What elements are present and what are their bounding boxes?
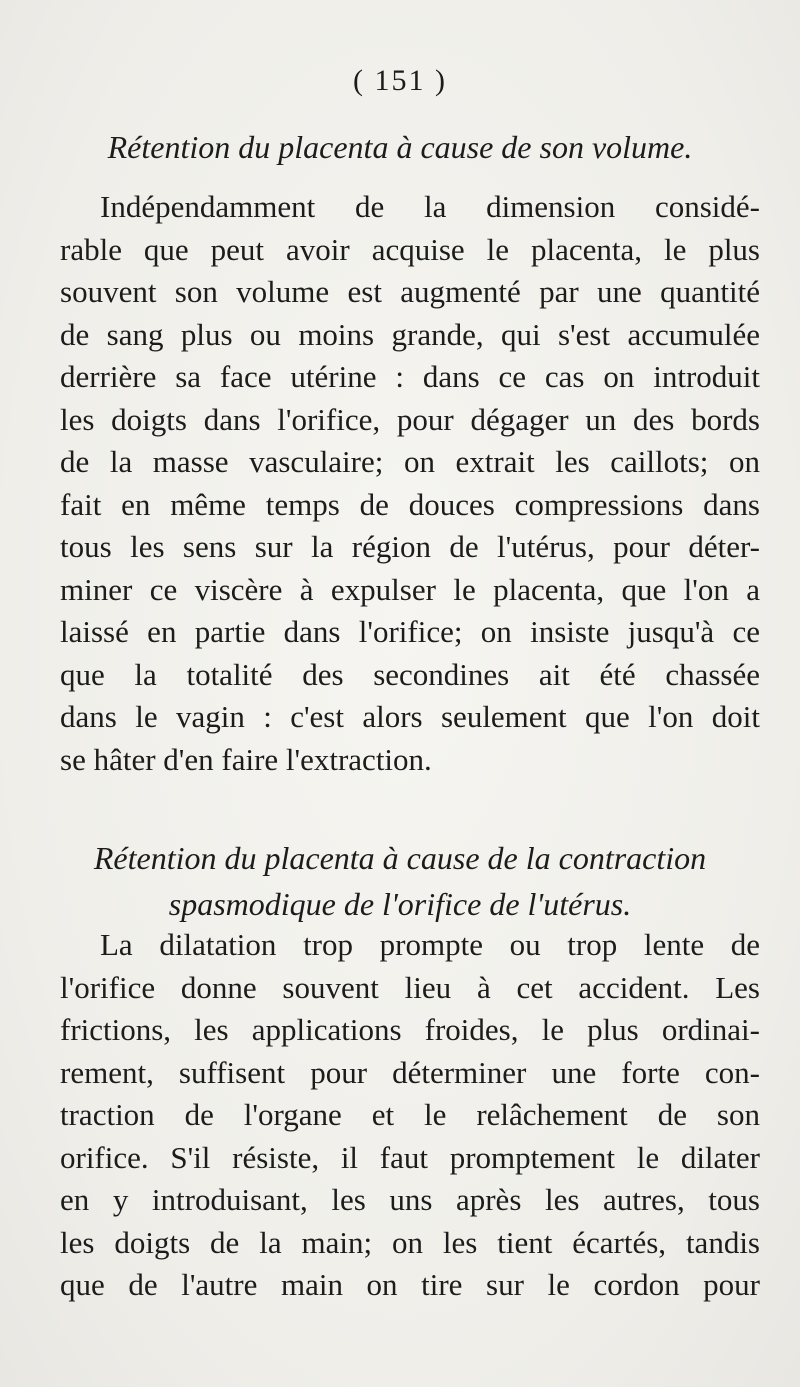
section-heading-line: spasmodique de l'orifice de l'utérus.	[168, 886, 632, 922]
text-line: Indépendamment de la dimension considé-	[100, 189, 760, 224]
text-line: derrière sa face utérine : dans ce cas on introduit	[60, 359, 760, 394]
page-number: ( 151 )	[353, 64, 447, 97]
paragraph-volume	[60, 186, 760, 781]
text-line: rement, suffisent pour déterminer une forte con-	[60, 1054, 760, 1090]
text-line: frictions, les applications froides, le plus ordinai-	[60, 1012, 760, 1047]
text-line: traction de l'organe et le relâchement de son	[60, 1097, 760, 1132]
text-line: que la totalité des secondines ait été chassée	[60, 656, 760, 692]
text-line: de la masse vasculaire; on extrait les caillots; on	[60, 444, 760, 479]
text-line: les doigts dans l'orifice, pour dégager un des bords	[60, 401, 760, 437]
text-line: de sang plus ou moins grande, qui s'est accumulée	[60, 316, 760, 352]
text-line: dans le vagin : c'est alors seulement que l'on doit	[60, 699, 760, 734]
text-line: se hâter d'en faire l'extraction.	[60, 741, 432, 777]
text-line: les doigts de la main; on les tient écartés, tandis	[60, 1224, 760, 1260]
section-heading-line: Rétention du placenta à cause de la contraction	[93, 840, 707, 876]
text-line: orifice. S'il résiste, il faut promptement le dilater	[60, 1139, 760, 1175]
text-line: fait en même temps de douces compressions dans	[60, 486, 760, 522]
text-line: laissé en partie dans l'orifice; on insiste jusqu'à ce	[60, 614, 760, 649]
section-heading-contraction	[0, 835, 800, 927]
text-line: en y introduisant, les uns après les autres, tous	[60, 1182, 760, 1217]
section-heading-volume: Rétention du placenta à cause de son volume.	[107, 129, 693, 165]
text-line: rable que peut avoir acquise le placenta, le plus	[60, 231, 760, 267]
text-line: tous les sens sur la région de l'utérus, pour déter-	[60, 529, 760, 564]
text-line: La dilatation trop prompte ou trop lente de	[100, 927, 760, 962]
text-line: que de l'autre main on tire sur le cordon pour	[60, 1267, 760, 1302]
text-line: l'orifice donne souvent lieu à cet accident. Les	[60, 969, 760, 1005]
text-line: miner ce viscère à expulser le placenta, que l'on a	[60, 571, 760, 607]
text-line: souvent son volume est augmenté par une quantité	[60, 274, 760, 309]
paragraph-contraction	[60, 924, 760, 1307]
